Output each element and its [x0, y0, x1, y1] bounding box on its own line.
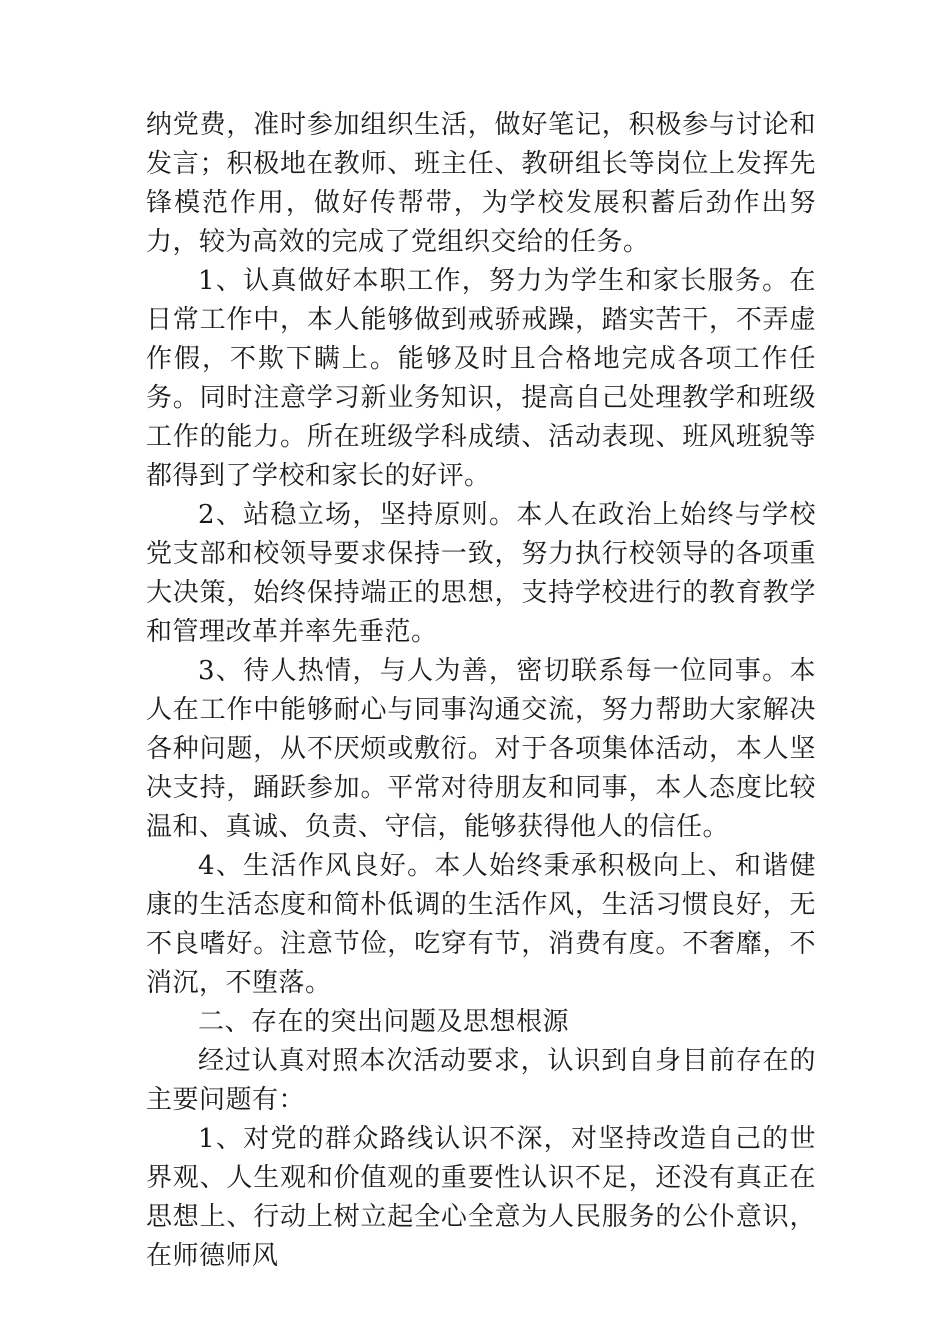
section-heading-problems: 二、存在的突出问题及思想根源 [198, 1007, 570, 1037]
paragraph-item-2-stance: 2、站稳立场，坚持原则。本人在政治上始终与学校党支部和校领导要求保持一致，努力执行校领导的各项重大决策，始终保持端正的思想，支持学校进行的教育教学和管理改革并率先垂范。 [146, 500, 816, 647]
paragraph-continuation: 纳党费，准时参加组织生活，做好笔记，积极参与讨论和发言；积极地在教师、班主任、教研组长等岗位上发挥先锋模范作用，做好传帮带，为学校发展积蓄后劲作出努力，较为高效的完成了党组织交给的任务。 [146, 110, 816, 257]
paragraph-item-4-lifestyle: 4、生活作风良好。本人始终秉承积极向上、和谐健康的生活态度和简朴低调的生活作风，生活习惯良好，无不良嗜好。注意节俭，吃穿有节，消费有度。不奢靡，不消沉，不堕落。 [146, 851, 816, 998]
paragraph-problems-intro: 经过认真对照本次活动要求，认识到自身目前存在的主要问题有： [146, 1046, 816, 1115]
paragraph-item-1-duty: 1、认真做好本职工作，努力为学生和家长服务。在日常工作中，本人能够做到戒骄戒躁，踏实苦干，不弄虚作假，不欺下瞒上。能够及时且合格地完成各项工作任务。同时注意学习新业务知识，提高自己处理教学和班级工作的能力。所在班级学科成绩、活动表现、班风班貌等都得到了学校和家长的好评。 [146, 266, 816, 491]
paragraph-problem-1: 1、对党的群众路线认识不深，对坚持改造自己的世界观、人生观和价值观的重要性认识不足，还没有真正在思想上、行动上树立起全心全意为人民服务的公仆意识，在师德师风 [146, 1124, 816, 1271]
document-body [146, 106, 816, 1276]
paragraph-item-3-colleagues: 3、待人热情，与人为善，密切联系每一位同事。本人在工作中能够耐心与同事沟通交流，努力帮助大家解决各种问题，从不厌烦或敷衍。对于各项集体活动，本人坚决支持，踊跃参加。平常对待朋友和同事，本人态度比较温和、真诚、负责、守信，能够获得他人的信任。 [146, 656, 816, 842]
